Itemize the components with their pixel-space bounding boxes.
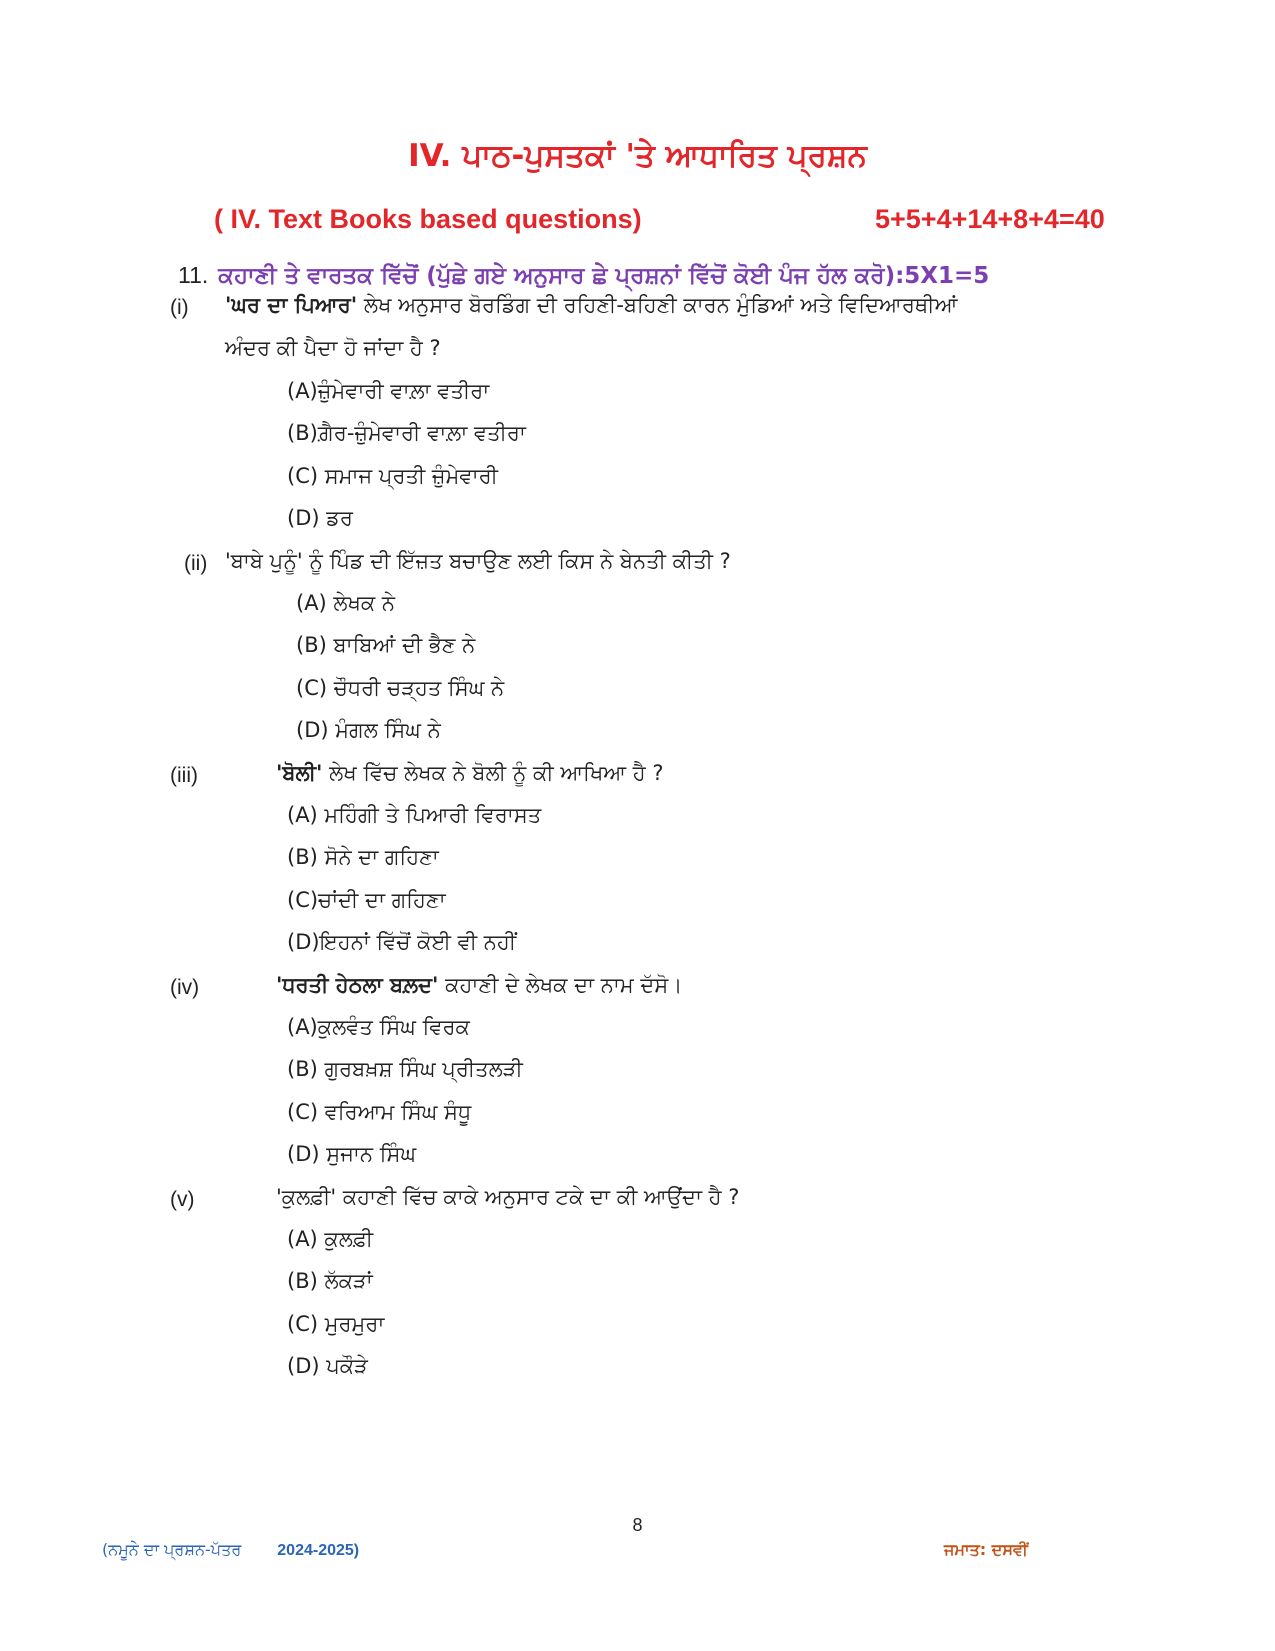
option: (D)ਇਹਨਾਂ ਵਿੱਚੋਂ ਕੋਈ ਵੀ ਨਹੀਂ (287, 930, 517, 954)
option: (D) ਸੁਜਾਨ ਸਿੰਘ (287, 1142, 417, 1166)
option: (B) ਸੋਨੇ ਦਾ ਗਹਿਣਾ (287, 845, 439, 869)
question-title-bold: 'ਬੋਲੀ' (276, 761, 323, 785)
footer-left (102, 1540, 359, 1560)
option: (A) ਕੁਲਫ਼ੀ (287, 1227, 374, 1251)
option: (B) ਲੱਕੜਾਂ (287, 1269, 373, 1293)
option: (C) ਮੁਰਮੁਰਾ (287, 1312, 385, 1336)
question-text-line2: ਅੰਦਰ ਕੀ ਪੈਦਾ ਹੋ ਜਾਂਦਾ ਹੈ ? (225, 336, 441, 360)
option: (A)ਕੁਲਵੰਤ ਸਿੰਘ ਵਿਰਕ (287, 1015, 470, 1039)
question-text: 'ਕੁਲਫ਼ੀ' ਕਹਾਣੀ ਵਿੱਚ ਕਾਕੇ ਅਨੁਸਾਰ ਟਕੇ ਦਾ ਕੀ ਆਉਂਦਾ ਹੈ ? (276, 1185, 740, 1209)
question-title-bold: 'ਧਰਤੀ ਹੇਠਲਾ ਬਲ਼ਦ' (276, 973, 439, 997)
page-number: 8 (632, 1515, 643, 1535)
option: (A) ਲੇਖਕ ਨੇ (296, 591, 396, 615)
option: (C)ਚਾਂਦੀ ਦਾ ਗਹਿਣਾ (287, 888, 446, 912)
question-label: (iv) (170, 976, 200, 999)
question-text: 'ਬਾਬੇ ਪੁਨੂੰ' ਨੂੰ ਪਿੰਡ ਦੀ ਇੱਜ਼ਤ ਬਚਾਉਣ ਲਈ ਕਿਸ ਨੇ ਬੇਨਤੀ ਕੀਤੀ ? (225, 549, 731, 573)
option: (C) ਸਮਾਜ ਪ੍ਰਤੀ ਜ਼ੁੰਮੇਵਾਰੀ (287, 464, 498, 488)
section-marks: 5+5+4+14+8+4=40 (875, 204, 1105, 234)
question-title-bold: 'ਘਰ ਦਾ ਪਿਆਰ' (225, 293, 358, 317)
question-number: 11. (178, 262, 209, 288)
option: (C) ਚੌਧਰੀ ਚੜ੍ਹਤ ਸਿੰਘ ਨੇ (296, 676, 505, 700)
question-label: (ii) (184, 552, 208, 575)
question-text-rest: ਕਹਾਣੀ ਦੇ ਲੇਖਕ ਦਾ ਨਾਮ ਦੱਸੋ। (438, 973, 683, 997)
footer-class: ਜਮਾਤ: ਦਸਵੀਂ (944, 1540, 1028, 1559)
question-label: (v) (170, 1188, 195, 1211)
question-text (276, 973, 682, 998)
option: (B) ਬਾਬਿਆਂ ਦੀ ਭੈਣ ਨੇ (296, 633, 476, 657)
section-title-english: ( IV. Text Books based questions) (214, 204, 642, 234)
question-text (276, 761, 664, 786)
option: (D) ਡਰ (287, 506, 353, 530)
footer-paper-label: (ਨਮੂਨੇ ਦਾ ਪ੍ਰਸ਼ਨ-ਪੱਤਰ (102, 1540, 242, 1559)
option: (B) ਗੁਰਬਖ਼ਸ਼ ਸਿੰਘ ਪ੍ਰੀਤਲੜੀ (287, 1057, 523, 1081)
question-text-rest: ਲੇਖ ਅਨੁਸਾਰ ਬੋਰਡਿੰਗ ਦੀ ਰਹਿਣੀ-ਬਹਿਣੀ ਕਾਰਨ ਮੁੰਡਿਆਂ ਅਤੇ ਵਿਦਿਆਰਥੀਆਂ (357, 293, 958, 317)
question-label: (i) (170, 296, 189, 319)
question-11-heading (178, 262, 989, 289)
option: (D) ਮੰਗਲ ਸਿੰਘ ਨੇ (296, 718, 441, 742)
question-text (225, 293, 957, 318)
option: (A)ਜ਼ੁੰਮੇਵਾਰੀ ਵਾਲ਼ਾ ਵਤੀਰਾ (287, 379, 490, 403)
option: (C) ਵਰਿਆਮ ਸਿੰਘ ਸੰਧੂ (287, 1100, 472, 1124)
option: (D) ਪਕੌੜੇ (287, 1354, 368, 1378)
question-instruction: ਕਹਾਣੀ ਤੇ ਵਾਰਤਕ ਵਿੱਚੋਂ (ਪੁੱਛੇ ਗਏ ਅਨੁਸਾਰ ਛੇ ਪ੍ਰਸ਼ਨਾਂ ਵਿੱਚੋਂ ਕੋਈ ਪੰਜ ਹੱਲ ਕਰੋ):5X1=5 (218, 263, 990, 289)
section-title-punjabi: IV. ਪਾਠ-ਪੁਸਤਕਾਂ 'ਤੇ ਆਧਾਰਿਤ ਪ੍ਰਸ਼ਨ (408, 138, 867, 174)
footer-year: 2024-2025) (277, 1542, 360, 1559)
option: (B)ਗ਼ੈਰ-ਜ਼ੁੰਮੇਵਾਰੀ ਵਾਲ਼ਾ ਵਤੀਰਾ (287, 421, 526, 445)
option: (A) ਮਹਿੰਗੀ ਤੇ ਪਿਆਰੀ ਵਿਰਾਸਤ (287, 803, 542, 827)
question-text-rest: ਲੇਖ ਵਿੱਚ ਲੇਖਕ ਨੇ ਬੋਲੀ ਨੂੰ ਕੀ ਆਖਿਆ ਹੈ ? (322, 761, 664, 785)
question-label: (iii) (170, 764, 198, 787)
